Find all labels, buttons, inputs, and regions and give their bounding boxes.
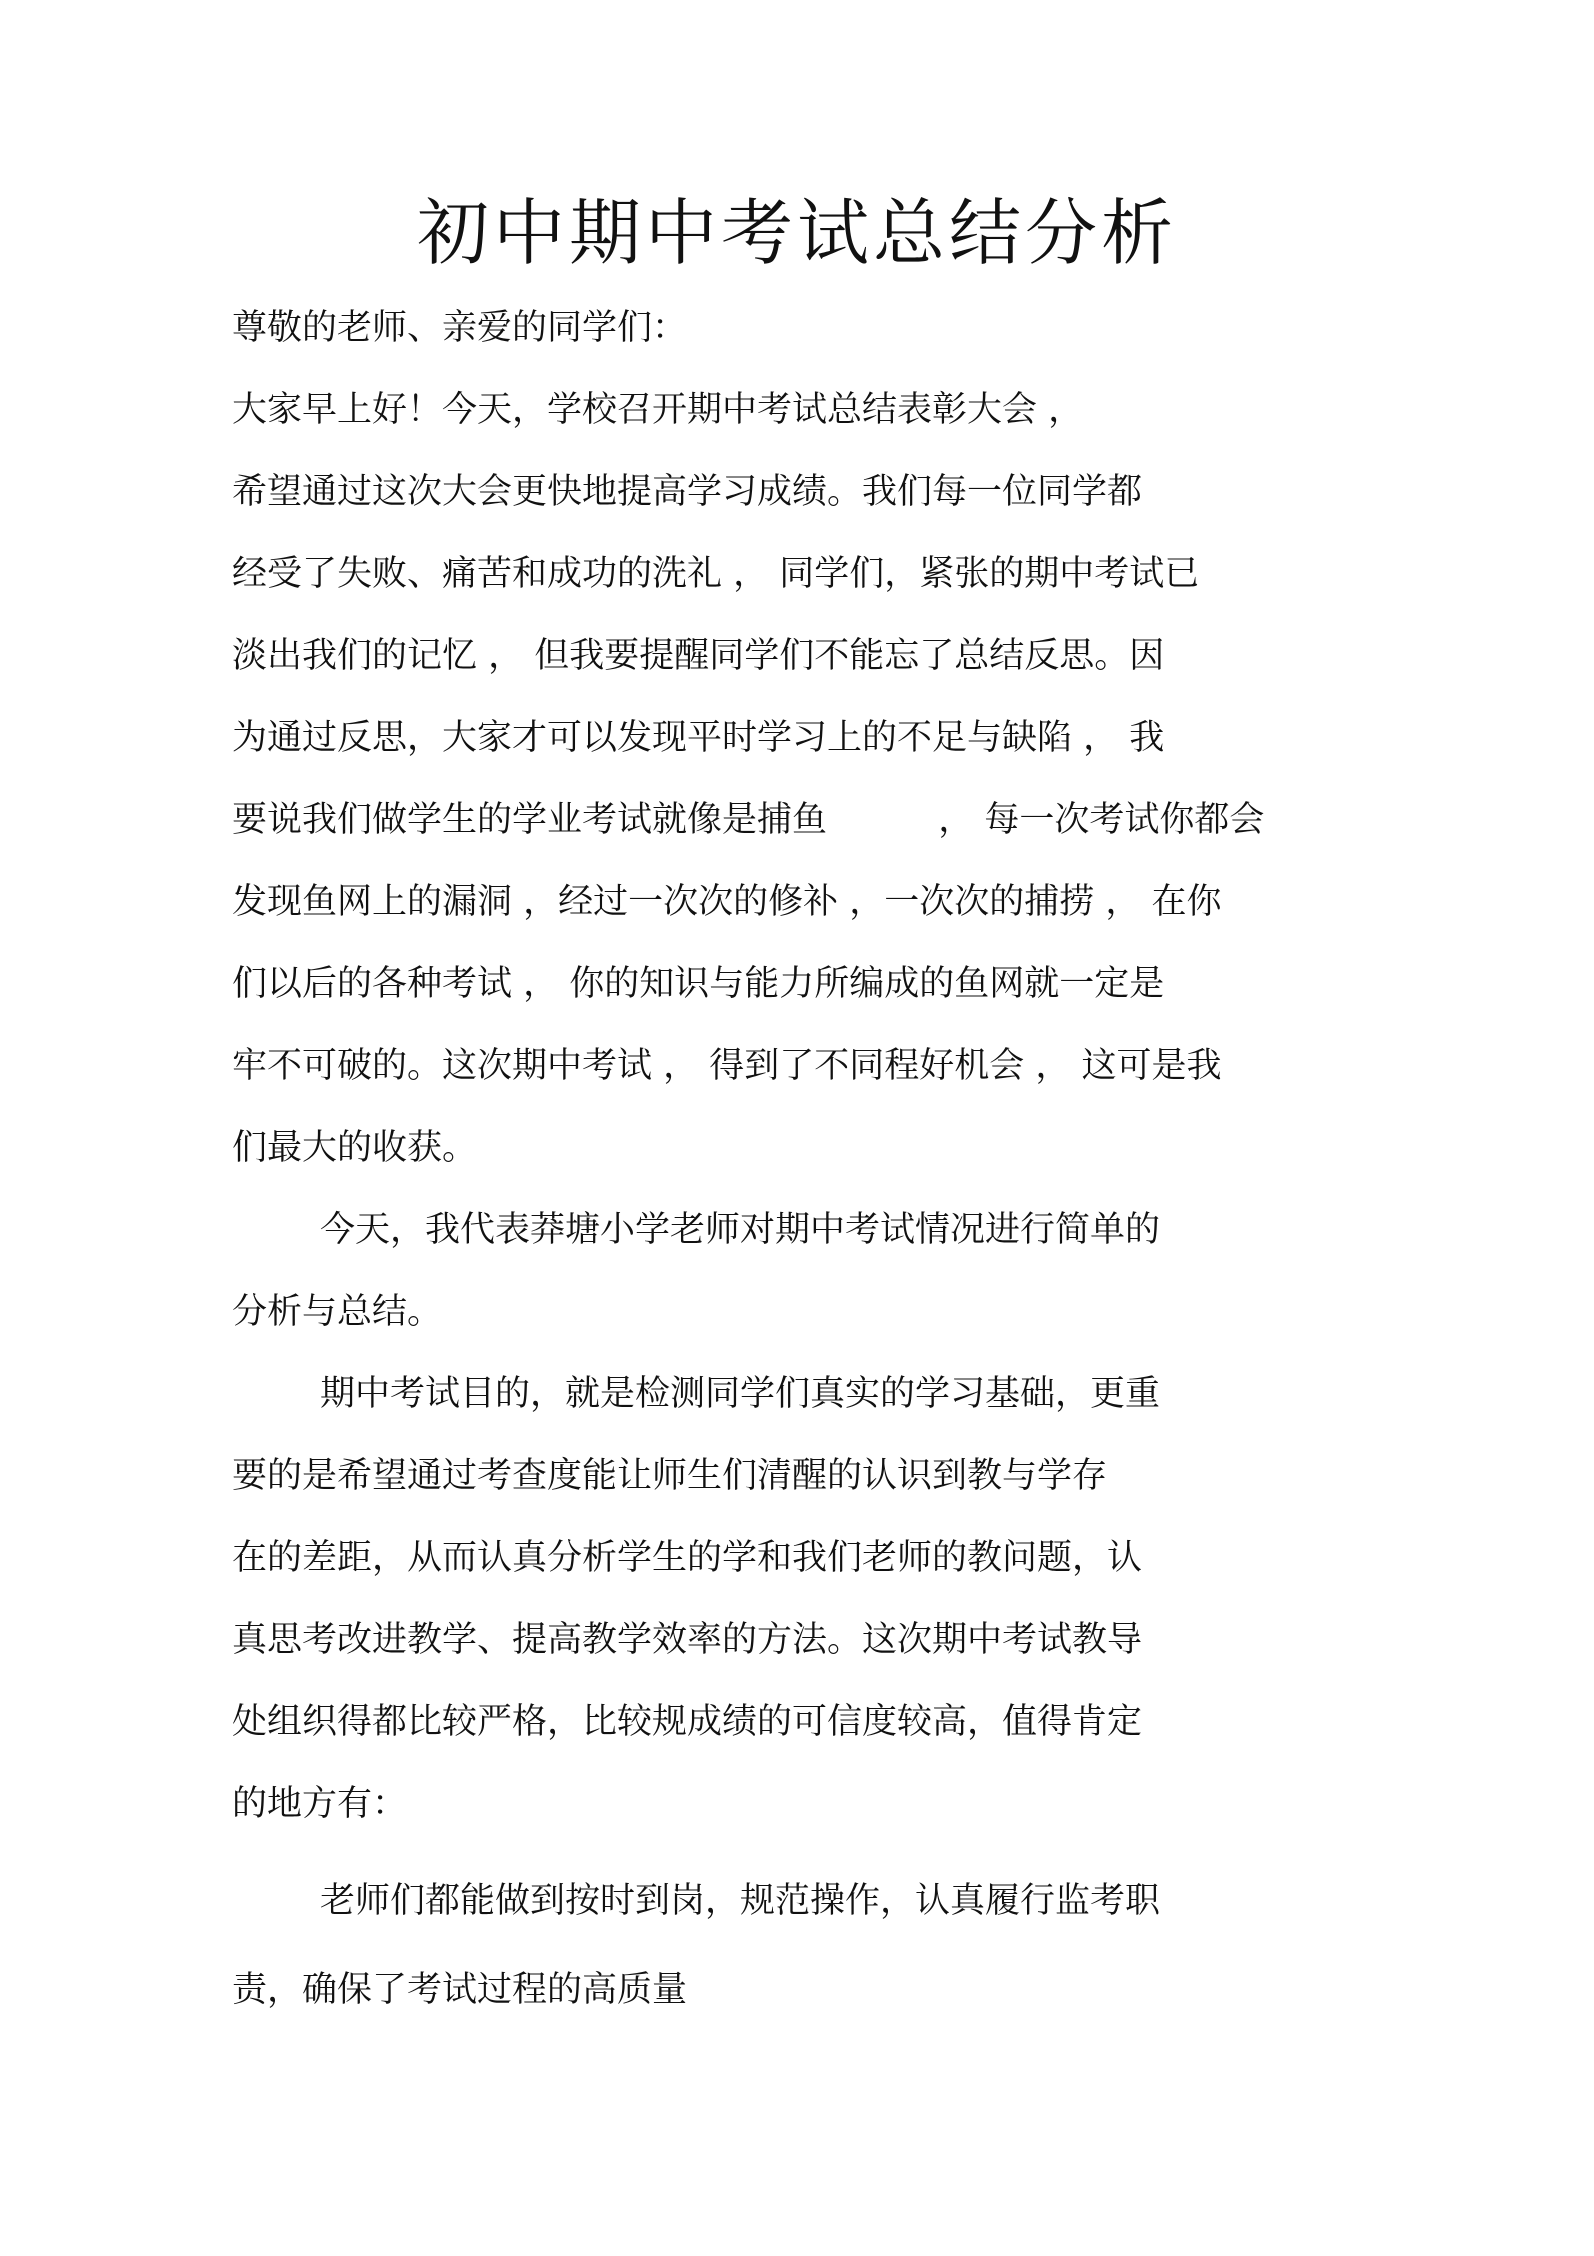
- document-title: 初中期中考试总结分析: [416, 191, 1177, 275]
- body-line: 们以后的各种考试 ， 你的知识与能力所编成的鱼网就一定是: [232, 964, 1165, 1004]
- body-line: 牢不可破的。这次期中考试 ， 得到了不同程好机会 ， 这可是我: [232, 1046, 1222, 1086]
- body-line: 发现鱼网上的漏洞 ，经过一次次的修补 ，一次次的捕捞 ， 在你: [232, 882, 1222, 922]
- body-line: 处组织得都比较严格，比较规成绩的可信度较高，值得肯定: [232, 1702, 1143, 1742]
- body-line: 们最大的收获。: [232, 1128, 478, 1168]
- body-line: 的地方有：: [232, 1784, 408, 1824]
- paragraph-start-line: 老师们都能做到按时到岗，规范操作，认真履行监考职: [320, 1881, 1161, 1921]
- body-line: 经受了失败、痛苦和成功的洗礼 ， 同学们，紧张的期中考试已: [232, 554, 1200, 594]
- body-line: 要说我们做学生的学业考试就像是捕鱼 ， 每一次考试你都会: [232, 800, 1265, 840]
- body-line: 责，确保了考试过程的高质量: [232, 1970, 688, 2010]
- body-line: 真思考改进教学、提高教学效率的方法。这次期中考试教导: [232, 1620, 1143, 1660]
- body-line: 为通过反思，大家才可以发现平时学习上的不足与缺陷 ， 我: [232, 718, 1165, 758]
- paragraph-start-line: 今天，我代表莽塘小学老师对期中考试情况进行简单的: [320, 1210, 1161, 1250]
- body-line: 分析与总结。: [232, 1292, 443, 1332]
- paragraph-start-line: 期中考试目的，就是检测同学们真实的学习基础，更重: [320, 1374, 1161, 1414]
- body-line: 要的是希望通过考查度能让师生们清醒的认识到教与学存: [232, 1456, 1108, 1496]
- salutation-line: 尊敬的老师、亲爱的同学们：: [232, 308, 688, 348]
- body-line: 希望通过这次大会更快地提高学习成绩。我们每一位同学都: [232, 472, 1143, 512]
- body-line: 在的差距，从而认真分析学生的学和我们老师的教问题，认: [232, 1538, 1143, 1578]
- body-line: 淡出我们的记忆 ， 但我要提醒同学们不能忘了总结反思。因: [232, 636, 1165, 676]
- body-line: 大家早上好！今天，学校召开期中考试总结表彰大会 ，: [232, 390, 1084, 430]
